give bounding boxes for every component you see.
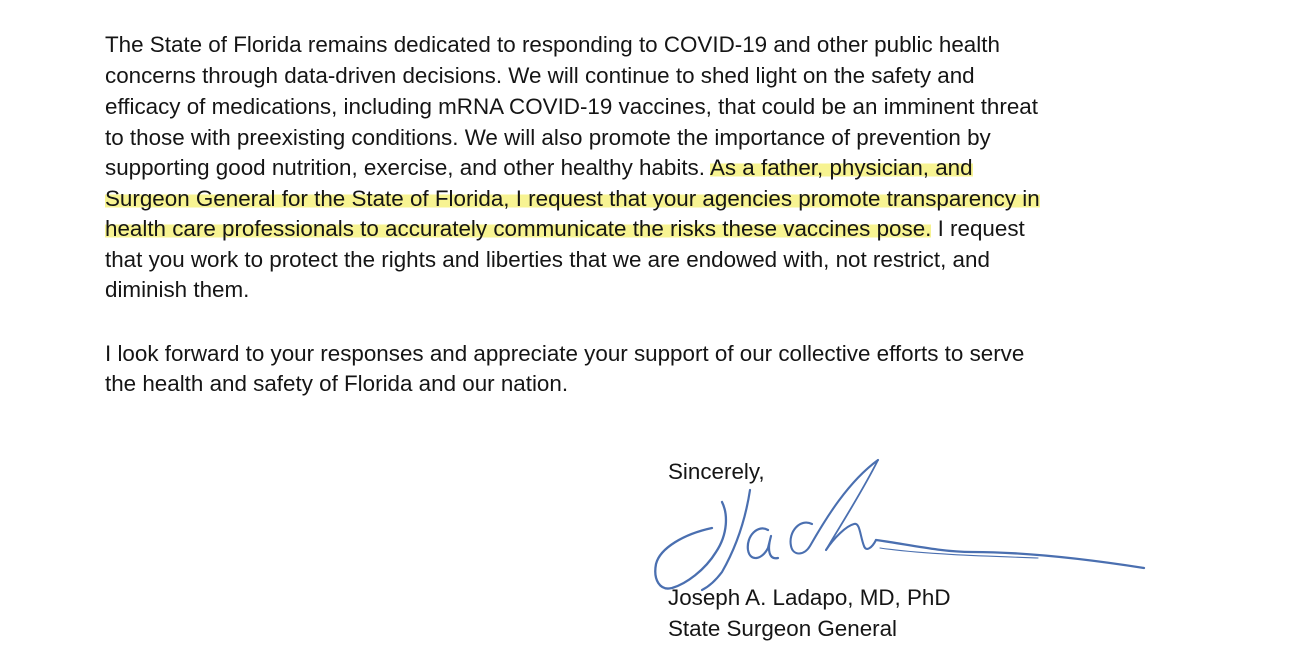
- body-line: the health and safety of Florida and our nation.: [105, 371, 569, 396]
- body-text: I request: [931, 216, 1025, 241]
- body-line: The State of Florida remains dedicated to responding to COVID-19 and other public health: [105, 32, 1000, 57]
- body-line: diminish them.: [105, 277, 250, 302]
- body-line: that you work to protect the rights and liberties that we are endowed with, not restrict, and: [105, 247, 990, 272]
- body-text: supporting good nutrition, exercise, and other healthy habits.: [105, 155, 710, 180]
- body-line: efficacy of medications, including mRNA COVID-19 vaccines, that could be an imminent threat: [105, 94, 1038, 119]
- signatory-title: State Surgeon General: [668, 616, 898, 641]
- body-line: [105, 152, 973, 183]
- highlighted-text: health care professionals to accurately communicate the risks these vaccines pose.: [105, 216, 932, 241]
- body-line: [105, 183, 1040, 214]
- body-line: [105, 213, 1025, 244]
- closing-salutation: Sincerely,: [668, 459, 765, 484]
- body-line: to those with preexisting conditions. We will also promote the importance of prevention by: [105, 125, 991, 150]
- body-line: concerns through data-driven decisions. We will continue to shed light on the safety and: [105, 63, 975, 88]
- highlighted-text: Surgeon General for the State of Florida, I request that your agencies promote transparency in: [105, 186, 1040, 211]
- body-line: I look forward to your responses and appreciate your support of our collective efforts to serve: [105, 341, 1025, 366]
- highlighted-text: As a father, physician, and: [709, 155, 973, 180]
- signatory-name: Joseph A. Ladapo, MD, PhD: [668, 585, 951, 610]
